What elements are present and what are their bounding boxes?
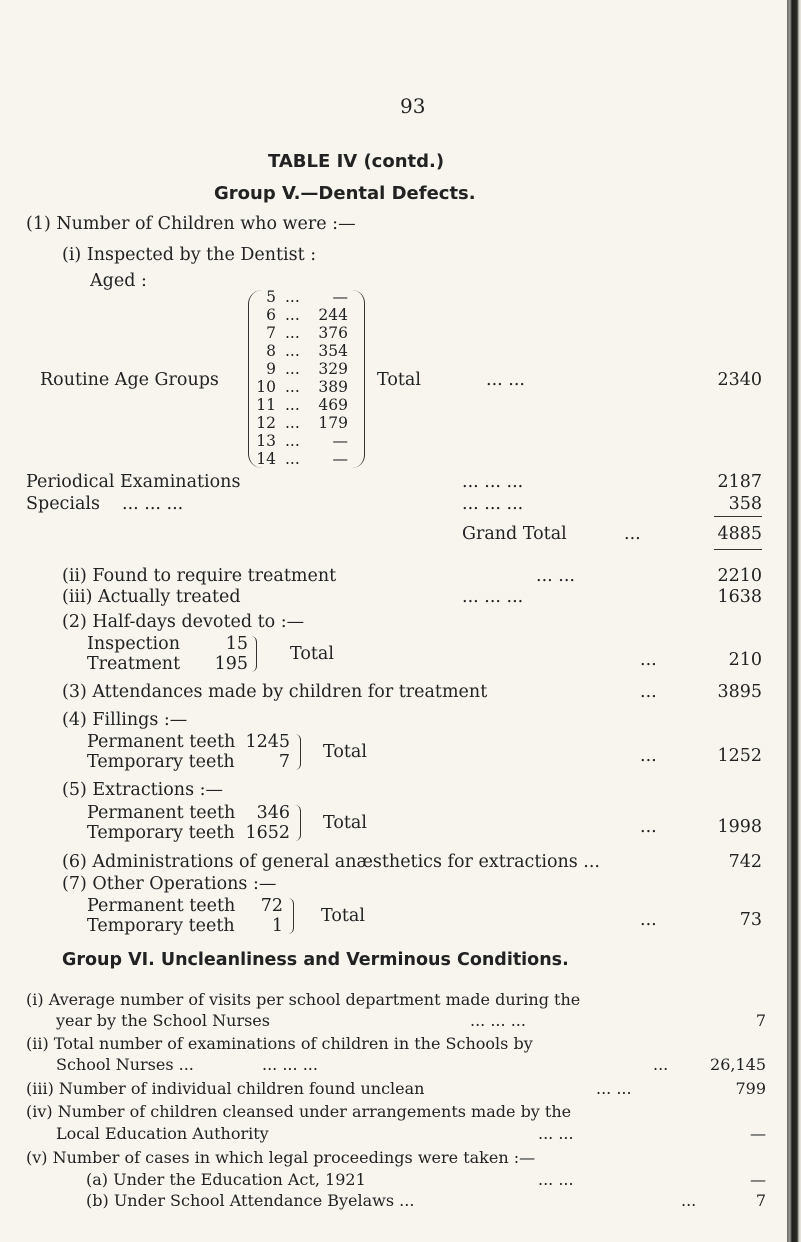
- section-2-total: 210: [728, 650, 762, 670]
- routine-age-groups-label: Routine Age Groups: [40, 370, 219, 390]
- age-brace-right: [352, 290, 365, 468]
- age-group-age: 7: [266, 324, 276, 342]
- aged-label: Aged :: [90, 271, 147, 291]
- vi-v-a-leader: ... ...: [538, 1170, 574, 1189]
- periodical-label: Periodical Examinations: [26, 472, 241, 492]
- section-3-label: (3) Attendances made by children for treatment: [62, 682, 488, 702]
- periodical-value: 2187: [717, 472, 762, 492]
- treatment-label: Treatment: [87, 654, 181, 674]
- specials-leader: ... ... ...: [122, 494, 184, 514]
- age-group-age: 8: [266, 342, 276, 360]
- section-7-leader: ...: [640, 910, 657, 930]
- vi-iii-label: (iii) Number of individual children found unclean: [26, 1079, 425, 1098]
- inspection-label: Inspection: [87, 634, 180, 654]
- grand-total-label: Grand Total: [462, 524, 567, 544]
- vi-iii-leader: ... ...: [596, 1079, 632, 1098]
- periodical-leader: ... ... ...: [462, 472, 524, 492]
- section-4-total: 1252: [717, 746, 762, 766]
- routine-total-value: 2340: [717, 370, 762, 390]
- found-leader: ... ...: [536, 566, 575, 586]
- routine-total-label: Total: [377, 370, 421, 390]
- section-4-brace: [294, 734, 301, 770]
- section-5-label: (5) Extractions :—: [62, 780, 224, 800]
- age-group-age: 10: [256, 378, 276, 396]
- vi-v-a-label: (a) Under the Education Act, 1921: [86, 1170, 366, 1189]
- section-3-leader: ...: [640, 682, 657, 702]
- age-group-age: 6: [266, 306, 276, 324]
- other-permanent-label: Permanent teeth: [87, 896, 236, 916]
- other-temporary-value: 1: [271, 916, 283, 936]
- routine-total-leader: ... ...: [486, 370, 525, 390]
- section-2-leader: ...: [640, 650, 657, 670]
- vi-i-line-2: year by the School Nurses: [56, 1011, 270, 1030]
- age-group-leader: ...: [285, 288, 300, 306]
- section-5-total: 1998: [717, 817, 762, 837]
- other-permanent-value: 72: [260, 896, 283, 916]
- fillings-temporary-value: 7: [278, 752, 290, 772]
- vi-v-a-value: —: [750, 1170, 766, 1189]
- treated-label: (iii) Actually treated: [62, 587, 241, 607]
- section-4-leader: ...: [640, 746, 657, 766]
- vi-v-b-value: 7: [755, 1191, 766, 1210]
- vi-iv-leader: ... ...: [538, 1124, 574, 1143]
- grand-total-leader: ...: [624, 524, 641, 544]
- vi-ii-leader: ... ... ...: [262, 1055, 318, 1074]
- treated-leader: ... ... ...: [462, 587, 524, 607]
- specials-label: Specials: [26, 494, 100, 514]
- section-2-brace: [250, 636, 257, 672]
- age-group-leader: ...: [285, 378, 300, 396]
- age-group-count: 389: [318, 378, 348, 396]
- vi-v-label: (v) Number of cases in which legal proceedings were taken :—: [26, 1148, 536, 1167]
- found-label: (ii) Found to require treatment: [62, 566, 337, 586]
- specials-leader-2: ... ... ...: [462, 494, 524, 514]
- age-group-count: 376: [318, 324, 348, 342]
- group-vi-title: Group VI. Uncleanliness and Verminous Conditions.: [62, 950, 569, 970]
- vi-iv-line-2: Local Education Authority: [56, 1124, 269, 1143]
- section-4-total-label: Total: [323, 742, 367, 762]
- extractions-temporary-label: Temporary teeth: [87, 823, 235, 843]
- page-edge: [787, 0, 801, 1242]
- vi-iv-value: —: [750, 1124, 766, 1143]
- vi-ii-line-2: School Nurses ...: [56, 1055, 194, 1074]
- age-group-leader: ...: [285, 342, 300, 360]
- grand-total-value: 4885: [717, 524, 762, 544]
- vi-i-value: 7: [755, 1011, 766, 1030]
- age-group-leader: ...: [285, 450, 300, 468]
- vi-v-b-leader: ...: [681, 1191, 697, 1210]
- age-group-count: 329: [318, 360, 348, 378]
- specials-value: 358: [728, 494, 762, 514]
- section-3-value: 3895: [717, 682, 762, 702]
- fillings-temporary-label: Temporary teeth: [87, 752, 235, 772]
- age-group-count: 179: [318, 414, 348, 432]
- vi-ii-line-1: (ii) Total number of examinations of children in the Schools by: [26, 1034, 533, 1053]
- rule-above-grand-total: [714, 516, 762, 517]
- vi-i-line-1: (i) Average number of visits per school department made during the: [26, 990, 581, 1009]
- age-group-leader: ...: [285, 414, 300, 432]
- section-1-i: (i) Inspected by the Dentist :: [62, 245, 317, 265]
- age-group-age: 13: [256, 432, 276, 450]
- treated-value: 1638: [717, 587, 762, 607]
- section-2-total-label: Total: [290, 644, 334, 664]
- age-group-age: 9: [266, 360, 276, 378]
- age-group-leader: ...: [285, 432, 300, 450]
- fillings-permanent-label: Permanent teeth: [87, 732, 236, 752]
- table-title: TABLE IV (contd.): [268, 151, 445, 172]
- section-5-leader: ...: [640, 817, 657, 837]
- section-7-label: (7) Other Operations :—: [62, 874, 277, 894]
- age-group-age: 5: [266, 288, 276, 306]
- age-group-age: 14: [256, 450, 276, 468]
- age-group-count: 354: [318, 342, 348, 360]
- age-group-count: —: [332, 288, 348, 306]
- section-2-label: (2) Half-days devoted to :—: [62, 612, 305, 632]
- other-temporary-label: Temporary teeth: [87, 916, 235, 936]
- section-6-value: 742: [728, 852, 762, 872]
- age-group-leader: ...: [285, 360, 300, 378]
- section-5-brace: [294, 805, 301, 841]
- section-7-total: 73: [739, 910, 762, 930]
- section-7-total-label: Total: [321, 906, 365, 926]
- age-group-age: 12: [256, 414, 276, 432]
- page-number: 93: [400, 94, 426, 118]
- found-value: 2210: [717, 566, 762, 586]
- age-group-count: 469: [318, 396, 348, 414]
- section-4-label: (4) Fillings :—: [62, 710, 188, 730]
- fillings-permanent-value: 1245: [245, 732, 290, 752]
- group-v-title: Group V.—Dental Defects.: [214, 183, 476, 204]
- vi-iii-value: 799: [735, 1079, 766, 1098]
- age-group-count: —: [332, 450, 348, 468]
- extractions-temporary-value: 1652: [245, 823, 290, 843]
- section-1-heading: (1) Number of Children who were :—: [26, 214, 356, 234]
- inspection-value: 15: [225, 634, 248, 654]
- rule-below-grand-total: [714, 549, 762, 550]
- age-group-count: 244: [318, 306, 348, 324]
- vi-v-b-label: (b) Under School Attendance Byelaws ...: [86, 1191, 415, 1210]
- age-group-leader: ...: [285, 306, 300, 324]
- extractions-permanent-label: Permanent teeth: [87, 803, 236, 823]
- vi-iv-line-1: (iv) Number of children cleansed under arrangements made by the: [26, 1102, 572, 1121]
- treatment-value: 195: [214, 654, 248, 674]
- section-6-label: (6) Administrations of general anæsthetics for extractions ...: [62, 852, 600, 872]
- vi-i-leader: ... ... ...: [470, 1011, 526, 1030]
- age-group-leader: ...: [285, 396, 300, 414]
- section-5-total-label: Total: [323, 813, 367, 833]
- vi-ii-value: 26,145: [710, 1055, 766, 1074]
- age-group-count: —: [332, 432, 348, 450]
- extractions-permanent-value: 346: [256, 803, 290, 823]
- age-group-age: 11: [256, 396, 276, 414]
- vi-ii-leader-2: ...: [653, 1055, 669, 1074]
- age-group-leader: ...: [285, 324, 300, 342]
- section-7-brace: [287, 898, 294, 934]
